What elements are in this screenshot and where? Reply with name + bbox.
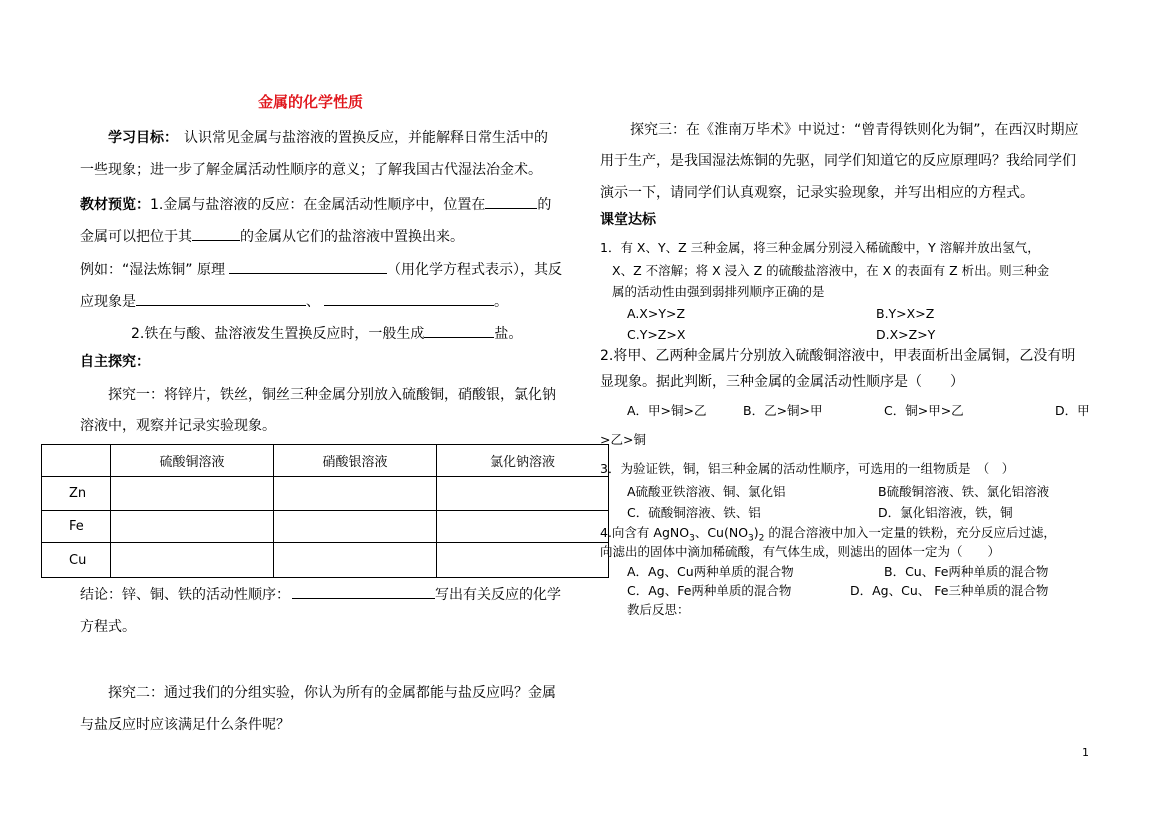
learning-goal-label: 学习目标：: [108, 130, 178, 146]
q4-option-a[interactable]: A．Ag、Cu两种单质的混合物: [627, 564, 794, 579]
q4-option-c[interactable]: C．Ag、Fe两种单质的混合物: [627, 583, 792, 598]
experiment-table: [41, 444, 609, 578]
learning-goal-line-2: 一些现象；进一步了解金属活动性顺序的意义；了解我国古代湿法冶金术。: [80, 162, 542, 178]
table-cell[interactable]: [111, 543, 274, 578]
blank-phenomenon-2[interactable]: [324, 293, 494, 306]
q3-option-a[interactable]: A硫酸亚铁溶液、铜、氯化铝: [627, 484, 786, 499]
table-cell[interactable]: [437, 511, 609, 543]
q4-line-1: 4.向含有 AgNO$_3$、$Cu(NO_3)_2$ 的混合溶液中加入一定量的铁粉，充分反应后过滤，: [600, 525, 1056, 544]
q4-option-d[interactable]: D．Ag、Cu、 Fe三种单质的混合物: [850, 583, 1049, 598]
learning-goal-line-1: 学习目标： 认识常见金属与盐溶液的置换反应，并能解释日常生活中的: [108, 130, 548, 146]
exp3-line-1: 探究三：在《淮南万毕术》中说过：“曾青得铁则化为铜”，在西汉时期应: [630, 122, 1079, 138]
table-cell[interactable]: [437, 477, 609, 511]
preview-item-2: 2.铁在与酸、盐溶液发生置换反应时，一般生成 盐。: [131, 326, 523, 342]
q3-option-b[interactable]: B硫酸铜溶液、铁、氯化铝溶液: [878, 484, 1050, 499]
table-cell[interactable]: [437, 543, 609, 578]
q1-option-a[interactable]: A.X>Y>Z: [627, 306, 686, 321]
exp2-line-1: 探究二：通过我们的分组实验，你认为所有的金属都能与盐反应吗？金属: [108, 685, 556, 701]
exp2-line-2: 与盐反应时应该满足什么条件呢？: [80, 717, 290, 733]
preview-line-2: 金属可以把位于其 的金属从它们的盐溶液中置换出来。: [80, 229, 464, 245]
q1-line-1: 1．有 X、Y、Z 三种金属，将三种金属分别浸入稀硫酸中，Y 溶解并放出氢气，: [600, 240, 1040, 255]
q2-option-a[interactable]: A．甲>铜>乙: [627, 403, 707, 418]
blank-iron-salt[interactable]: [424, 325, 494, 338]
phenomenon-line: 应现象是 、 。: [80, 294, 508, 310]
q3-option-d[interactable]: D．氯化铝溶液，铁，铜: [878, 505, 1013, 520]
q2-option-d[interactable]: D．甲: [1055, 403, 1090, 418]
page-number: 1: [1082, 746, 1089, 759]
exp1-line-1: 探究一：将锌片，铁丝，铜丝三种金属分别放入硫酸铜，硝酸银，氯化钠: [108, 387, 556, 403]
q2-line-2: 显现象。据此判断，三种金属的金属活动性顺序是（ ）: [600, 374, 964, 390]
self-inquiry-label: 自主探究：: [80, 354, 150, 370]
q2-option-c[interactable]: C．铜>甲>乙: [884, 403, 964, 418]
q2-line-1: 2.将甲、乙两种金属片分别放入硫酸铜溶液中，甲表面析出金属铜，乙没有明: [600, 348, 1076, 364]
table-cell[interactable]: [274, 477, 437, 511]
q1-option-c[interactable]: C.Y>Z>X: [627, 327, 686, 342]
table-row-label: Cu: [42, 543, 111, 578]
exp3-line-2: 用于生产，是我国湿法炼铜的先驱，同学们知道它的反应原理吗？我给同学们: [600, 153, 1076, 169]
q1-option-d[interactable]: D.X>Z>Y: [876, 327, 936, 342]
blank-activity-order[interactable]: [292, 586, 435, 599]
table-cell[interactable]: [274, 511, 437, 543]
q4-option-b[interactable]: B．Cu、Fe两种单质的混合物: [884, 564, 1049, 579]
blank-phenomenon-1[interactable]: [136, 293, 306, 306]
reflection-label: 教后反思：: [627, 602, 690, 617]
conclusion-line-1: 结论：锌、铜、铁的活动性顺序： 写出有关反应的化学: [80, 587, 561, 603]
blank-preview-position[interactable]: [485, 196, 537, 209]
q2-option-b[interactable]: B．乙>铜>甲: [743, 403, 823, 418]
class-practice-label: 课堂达标: [600, 212, 656, 228]
blank-equation[interactable]: [229, 261, 387, 274]
table-row-label: Fe: [42, 511, 111, 543]
q1-line-3: 属的活动性由强到弱排列顺序正确的是: [612, 284, 825, 299]
blank-preview-relative[interactable]: [192, 228, 240, 241]
table-header-cell: [42, 445, 111, 477]
q3-line-1: 3．为验证铁，铜，铝三种金属的活动性顺序，可选用的一组物质是 （ ）: [600, 461, 1015, 476]
preview-line-1: 教材预览：1.金属与盐溶液的反应：在金属活动性顺序中，位置在 的: [80, 197, 552, 213]
q1-option-b[interactable]: B.Y>X>Z: [876, 306, 935, 321]
preview-label: 教材预览：: [80, 197, 150, 213]
q2-option-d-cont: >乙>铜: [600, 432, 646, 447]
page-title: 金属的化学性质: [258, 93, 364, 111]
q1-line-2: X、Z 不溶解；将 X 浸入 Z 的硫酸盐溶液中，在 X 的表面有 Z 析出。则三种金: [612, 263, 1050, 278]
example-line: 例如：“湿法炼铜” 原理 （用化学方程式表示），其反: [80, 262, 562, 278]
table-header-cell: 硝酸银溶液: [274, 445, 437, 477]
table-cell[interactable]: [274, 543, 437, 578]
q3-option-c[interactable]: C．硫酸铜溶液、铁、铝: [627, 505, 761, 520]
exp1-line-2: 溶液中，观察并记录实验现象。: [80, 418, 276, 434]
table-cell[interactable]: [111, 511, 274, 543]
table-row-label: Zn: [42, 477, 111, 511]
table-header-cell: 氯化钠溶液: [437, 445, 609, 477]
table-header-cell: 硫酸铜溶液: [111, 445, 274, 477]
conclusion-line-2: 方程式。: [80, 619, 136, 635]
exp3-line-3: 演示一下，请同学们认真观察，记录实验现象，并写出相应的方程式。: [600, 185, 1034, 201]
q4-line-2: 向滤出的固体中滴加稀硫酸，有气体生成，则滤出的固体一定为（ ）: [600, 544, 1001, 559]
table-cell[interactable]: [111, 477, 274, 511]
